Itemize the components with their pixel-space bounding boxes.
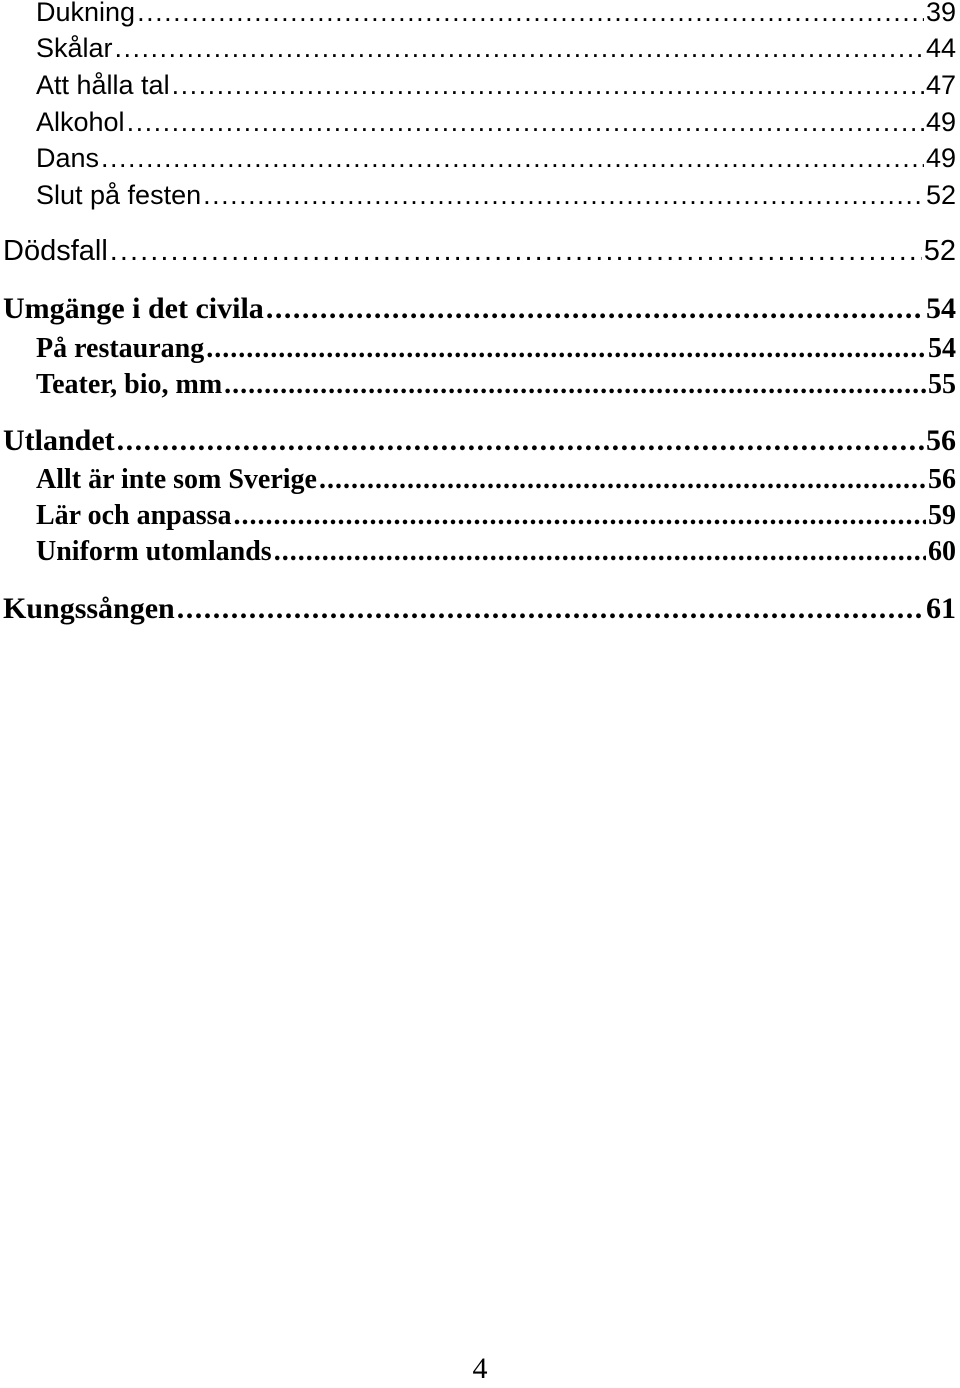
dot-leader <box>224 369 926 401</box>
dot-leader <box>115 33 924 64</box>
dot-leader <box>319 464 926 496</box>
toc-entry-label: Uniform utomlands <box>36 536 272 567</box>
toc-entry-page: 44 <box>925 33 956 63</box>
toc-entry-label: Dödsfall <box>3 235 108 267</box>
dot-leader <box>234 500 926 532</box>
dot-leader <box>274 536 926 568</box>
toc-entry-label: Lär och anpassa <box>36 500 232 531</box>
toc-entry[interactable] <box>36 143 956 174</box>
toc-entry-label: På restaurang <box>36 333 205 364</box>
dot-leader <box>137 0 924 28</box>
dot-leader <box>266 292 924 326</box>
toc-entry-page: 56 <box>926 424 956 457</box>
toc-entry[interactable] <box>36 500 956 532</box>
toc-entry[interactable] <box>3 592 956 626</box>
toc-entry-label: Alkohol <box>36 107 125 137</box>
toc-entry-page: 49 <box>925 143 956 173</box>
toc-entry[interactable] <box>3 292 956 326</box>
toc-entry-page: 52 <box>925 180 956 210</box>
toc-entry[interactable] <box>36 180 956 211</box>
toc-entry-label: Kungssången <box>3 592 175 625</box>
toc-entry[interactable] <box>36 464 956 496</box>
toc-entry[interactable] <box>3 424 956 458</box>
dot-leader <box>203 180 924 211</box>
dot-leader <box>127 107 924 138</box>
toc-entry-page: 54 <box>926 292 956 325</box>
toc-entry[interactable] <box>36 33 956 64</box>
dot-leader <box>117 424 924 458</box>
toc-entry-page: 55 <box>928 369 956 400</box>
toc-entry[interactable] <box>36 107 956 138</box>
dot-leader <box>110 235 922 268</box>
toc-entry-label: Umgänge i det civila <box>3 292 264 325</box>
toc-entry[interactable] <box>36 536 956 568</box>
toc-entry-label: Teater, bio, mm <box>36 369 223 400</box>
toc-entry-label: Skålar <box>36 33 113 63</box>
toc-entry-page: 47 <box>925 70 956 100</box>
dot-leader <box>206 333 926 365</box>
toc-entry[interactable] <box>36 0 956 28</box>
toc-entry[interactable] <box>36 70 956 101</box>
toc-entry-label: Att hålla tal <box>36 70 170 100</box>
toc-entry-label: Slut på festen <box>36 180 202 210</box>
toc-entry-page: 39 <box>925 0 956 27</box>
toc-entry-page: 56 <box>928 464 956 495</box>
toc-entry-label: Allt är inte som Sverige <box>36 464 317 495</box>
toc-entry-page: 54 <box>928 333 956 364</box>
toc-entry-page: 52 <box>923 235 956 267</box>
toc-entry-page: 60 <box>928 536 956 567</box>
toc-entry-label: Dans <box>36 143 100 173</box>
toc-entry-label: Dukning <box>36 0 136 27</box>
toc-entry[interactable] <box>3 235 956 268</box>
dot-leader <box>177 592 924 626</box>
toc-entry[interactable] <box>36 333 956 365</box>
toc-entry[interactable] <box>36 369 956 401</box>
dot-leader <box>172 70 924 101</box>
toc-entry-page: 61 <box>926 592 956 625</box>
dot-leader <box>101 143 924 174</box>
toc-entry-page: 49 <box>925 107 956 137</box>
page-number: 4 <box>472 1352 488 1385</box>
toc-entry-label: Utlandet <box>3 424 115 457</box>
toc-entry-page: 59 <box>928 500 956 531</box>
